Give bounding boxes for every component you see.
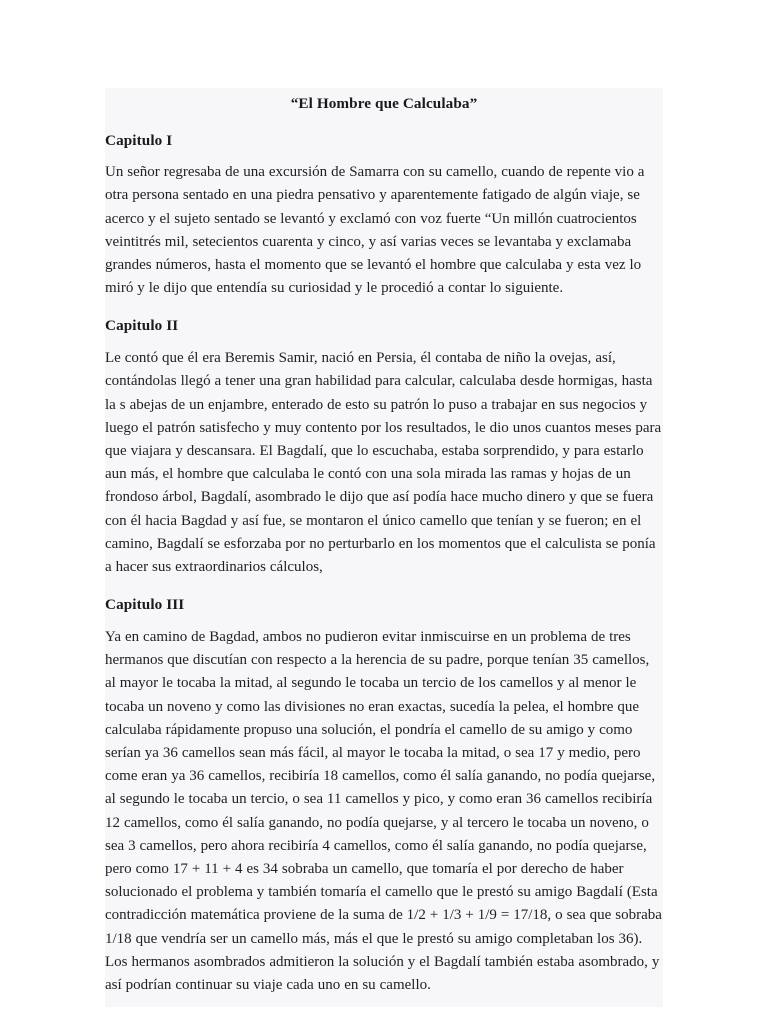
chapter-paragraph-3: Ya en camino de Bagdad, ambos no pudieron evitar inmiscuirse en un problema de tres hermanos que discutían con respecto a la herencia de su padre, porque tenían 35 camellos, al mayor le tocaba la mitad, al segundo le tocaba un tercio de los camellos y al menor le tocaba un noveno y como las divisiones no eran exactas, sucedía la pelea, el hombre que calculaba rápidamente propuso una solución, el pondría el camello de su amigo y como serían ya 36 camellos sean más fácil, al mayor le tocaba la mitad, o sea 17 y medio, pero come eran ya 36 camellos, recibiría 18 camellos, como él salía ganando, no podía quejarse, al segundo le tocaba un tercio, o sea 11 camellos y pico, y como eran 36 camellos recibiría 12 camellos, como él salía ganando, no podía quejarse, y al tercero le tocaba un noveno, o sea 3 camellos, pero ahora recibiría 4 camellos, como él salía ganando, no podía quejarse, pero como 17 + 11 + 4 es 34 sobraba un camello, que tomaría el por derecho de haber solucionado el problema y también tomaría el camello que le prestó su amigo Bagdalí (Esta contradicción matemática proviene de la suma de 1/2 + 1/3 + 1/9 = 17/18, o sea que sobraba 1/18 que vendría ser un camello más, más el que le prestó su amigo completaban los 36). Los hermanos asombrados admitieron la solución y el Bagdalí también estaba asombrado, y así podrían continuar su viaje cada uno en su camello. [105, 629, 662, 994]
chapter-heading-2: Capitulo II [105, 317, 179, 335]
chapter-paragraph-1: Un señor regresaba de una excursión de Samarra con su camello, cuando de repente vio a otra persona sentado en una piedra pensativo y aparentemente fatigado de algún viaje, se acerco y el sujeto sentado se levantó y exclamó con voz fuerte “Un millón cuatrocientos veintitrés mil, setecientos cuarenta y cinco, y así varias veces se levantaba y exclamaba grandes números, hasta el momento que se levantó el hombre que calculaba y esta vez lo miró y le dijo que entendía su curiosidad y le procedió a contar lo siguiente. [105, 164, 645, 297]
chapter-paragraph-2: Le contó que él era Beremis Samir, nació en Persia, él contaba de niño la ovejas, así, contándolas llegó a tener una gran habilidad para calcular, calculaba desde hormigas, hasta la s abejas de un enjambre, enterado de esto su patrón lo puso a trabajar en sus negocios y luego el patrón satisfecho y muy contento por los resultados, le dio unos cuantos meses para que viajara y descansara. El Bagdalí, que lo escuchaba, estaba sorprendido, y para estarlo aun más, el hombre que calculaba le contó con una sola mirada las ramas y hojas de un frondoso árbol, Bagdalí, asombrado le dijo que así podía hace mucho dinero y que se fuera con él hacia Bagdad y así fue, se montaron el único camello que tenían y se fueron; en el camino, Bagdalí se esforzaba por no perturbarlo en los momentos que el calculista se ponía a hacer sus extraordinarios cálculos, [105, 350, 662, 576]
document-content-block [105, 88, 663, 1007]
chapter-heading-1: Capitulo I [105, 131, 173, 149]
page-title: “El Hombre que Calculaba” [290, 95, 478, 112]
chapter-heading-3: Capitulo III [105, 596, 185, 614]
